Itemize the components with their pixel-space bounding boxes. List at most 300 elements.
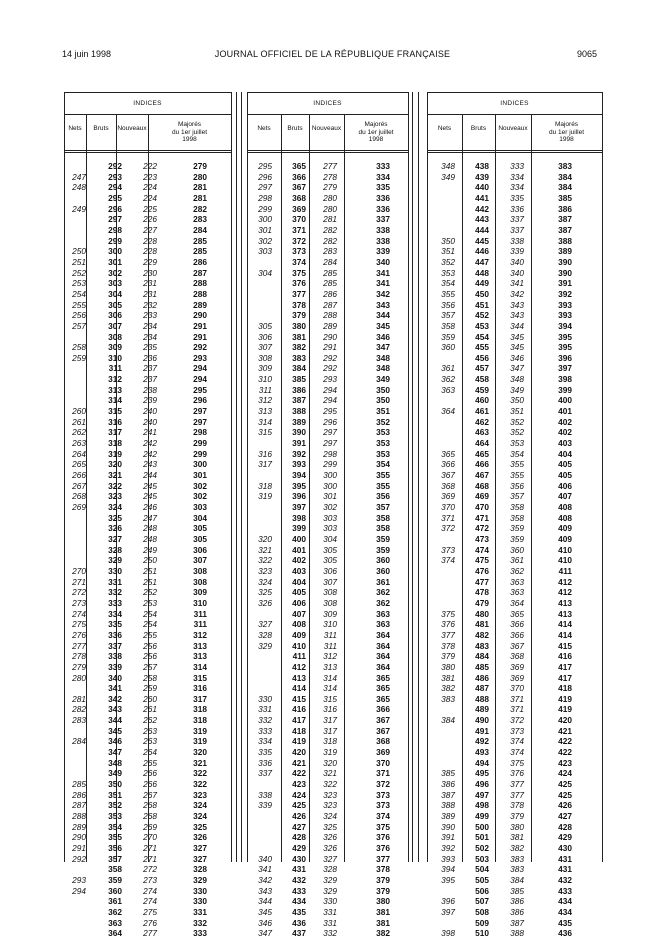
cell-nouveaux: 368 (510, 651, 524, 662)
cell-majores: 381 (376, 906, 390, 917)
cell-majores: 371 (376, 768, 390, 779)
cell-bruts: 468 (475, 480, 489, 491)
cell-majores: 400 (558, 395, 572, 406)
cell-nouveaux: 288 (323, 310, 337, 321)
header-nets: Nets (257, 125, 271, 132)
cell-majores: 327 (193, 853, 207, 864)
cell-majores: 409 (558, 523, 572, 534)
cell-nouveaux: 290 (323, 331, 337, 342)
table-row (64, 342, 231, 353)
cell-majores: 356 (376, 491, 390, 502)
cell-nets: 323 (258, 565, 272, 576)
cell-bruts: 477 (475, 576, 489, 587)
cell-nets: 371 (441, 512, 455, 523)
cell-nouveaux: 277 (143, 928, 157, 939)
cell-nets: 357 (441, 310, 455, 321)
table-row (247, 513, 408, 524)
cell-bruts: 445 (475, 235, 489, 246)
table-row (427, 246, 602, 257)
cell-nouveaux: 224 (143, 182, 157, 193)
cell-nets: 306 (258, 331, 272, 342)
table-row (247, 918, 408, 929)
cell-bruts: 329 (108, 555, 122, 566)
cell-nouveaux: 346 (510, 352, 524, 363)
table-row (427, 321, 602, 332)
cell-majores: 358 (376, 512, 390, 523)
cell-nouveaux: 237 (143, 374, 157, 385)
table-row (64, 609, 231, 620)
cell-majores: 433 (558, 885, 572, 896)
cell-bruts: 399 (292, 523, 306, 534)
cell-nouveaux: 228 (143, 235, 157, 246)
cell-nouveaux: 335 (510, 192, 524, 203)
cell-majores: 364 (376, 651, 390, 662)
table-row (247, 694, 408, 705)
cell-nets: 320 (258, 533, 272, 544)
table-title: INDICES (313, 100, 342, 107)
cell-majores: 396 (558, 352, 572, 363)
cell-nets: 364 (441, 406, 455, 417)
table-row (247, 470, 408, 481)
table-row (64, 758, 231, 769)
indices-table (247, 92, 408, 939)
cell-bruts: 444 (475, 224, 489, 235)
table-row (427, 278, 602, 289)
cell-majores: 342 (376, 288, 390, 299)
cell-bruts: 383 (292, 352, 306, 363)
cell-bruts: 450 (475, 288, 489, 299)
cell-bruts: 481 (475, 619, 489, 630)
cell-majores: 387 (558, 214, 572, 225)
cell-bruts: 331 (108, 576, 122, 587)
cell-nets: 373 (441, 544, 455, 555)
cell-bruts: 436 (292, 917, 306, 928)
cell-majores: 417 (558, 661, 572, 672)
cell-nouveaux: 291 (323, 342, 337, 353)
cell-bruts: 407 (292, 608, 306, 619)
cell-majores: 287 (193, 267, 207, 278)
cell-bruts: 324 (108, 502, 122, 512)
cell-nets: 356 (441, 299, 455, 310)
cell-nets: 329 (258, 640, 272, 651)
cell-bruts: 378 (292, 299, 306, 310)
table-row (64, 470, 231, 481)
cell-bruts: 492 (475, 736, 489, 747)
cell-nets: 343 (258, 885, 272, 896)
table-row (247, 768, 408, 779)
table-row (427, 417, 602, 428)
cell-majores: 336 (376, 203, 390, 214)
cell-majores: 353 (376, 448, 390, 459)
cell-majores: 375 (376, 821, 390, 832)
cell-bruts: 299 (108, 235, 122, 246)
header-majores: Majorés du 1er juillet 1998 (548, 121, 585, 143)
cell-nets: 292 (72, 853, 86, 864)
cell-majores: 292 (193, 342, 207, 353)
table-row (64, 374, 231, 385)
table-row (64, 236, 231, 247)
cell-bruts: 336 (108, 629, 122, 640)
journal-title: JOURNAL OFFICIEL DE LA RÉPUBLIQUE FRANÇAISE (214, 49, 451, 59)
cell-nouveaux: 372 (510, 715, 524, 726)
cell-nets: 273 (72, 597, 86, 608)
cell-nouveaux: 318 (323, 736, 337, 747)
cell-majores: 373 (376, 789, 390, 800)
cell-bruts: 316 (108, 416, 122, 427)
cell-bruts: 386 (292, 384, 306, 395)
table-row (247, 523, 408, 534)
cell-bruts: 395 (292, 480, 306, 491)
cell-bruts: 300 (108, 246, 122, 257)
cell-bruts: 334 (108, 608, 122, 619)
table-row (64, 907, 231, 918)
header-nets: Nets (68, 125, 82, 132)
cell-bruts: 350 (108, 779, 122, 790)
table-row (247, 172, 408, 183)
cell-bruts: 368 (292, 192, 306, 203)
cell-bruts: 375 (292, 267, 306, 278)
cell-bruts: 377 (292, 288, 306, 299)
table-row (427, 577, 602, 588)
cell-majores: 434 (558, 896, 572, 907)
cell-nouveaux: 337 (510, 214, 524, 225)
header-rule (64, 114, 231, 115)
cell-nets: 348 (441, 161, 455, 171)
table-row (64, 864, 231, 875)
cell-nouveaux: 262 (143, 715, 157, 726)
table-row (427, 438, 602, 449)
table-row (247, 875, 408, 886)
table-row (247, 236, 408, 247)
cell-nets: 307 (258, 342, 272, 353)
table-row (427, 790, 602, 801)
cell-nets: 369 (441, 491, 455, 502)
cell-nouveaux: 280 (323, 192, 337, 203)
cell-nouveaux: 248 (143, 533, 157, 544)
cell-bruts: 494 (475, 757, 489, 768)
cell-nouveaux: 279 (323, 182, 337, 193)
cell-bruts: 387 (292, 395, 306, 406)
cell-bruts: 504 (475, 864, 489, 875)
cell-bruts: 440 (475, 182, 489, 193)
cell-bruts: 448 (475, 267, 489, 278)
cell-nouveaux: 238 (143, 384, 157, 395)
cell-nouveaux: 222 (143, 161, 157, 171)
cell-nouveaux: 292 (323, 363, 337, 374)
cell-nouveaux: 334 (510, 171, 524, 182)
cell-majores: 395 (558, 342, 572, 353)
cell-nouveaux: 326 (323, 843, 337, 853)
table-row (64, 673, 231, 684)
cell-bruts: 333 (108, 597, 122, 608)
cell-bruts: 340 (108, 672, 122, 683)
cell-majores: 393 (558, 310, 572, 321)
cell-majores: 393 (558, 299, 572, 310)
cell-majores: 291 (193, 320, 207, 331)
cell-nouveaux: 355 (510, 459, 524, 470)
cell-majores: 311 (193, 619, 207, 630)
table-row (427, 758, 602, 769)
table-row (427, 875, 602, 886)
cell-majores: 407 (558, 491, 572, 502)
cell-majores: 435 (558, 917, 572, 928)
cell-bruts: 466 (475, 459, 489, 470)
cell-nouveaux: 334 (510, 182, 524, 193)
cell-nouveaux: 242 (143, 448, 157, 459)
cell-nouveaux: 374 (510, 736, 524, 747)
cell-nets: 345 (258, 906, 272, 917)
cell-majores: 374 (376, 811, 390, 822)
cell-nouveaux: 292 (323, 352, 337, 363)
cell-majores: 303 (193, 502, 207, 512)
cell-bruts: 379 (292, 310, 306, 321)
cell-majores: 291 (193, 331, 207, 342)
cell-bruts: 371 (292, 224, 306, 235)
cell-majores: 306 (193, 544, 207, 555)
cell-nouveaux: 272 (143, 864, 157, 875)
table-row (427, 555, 602, 566)
cell-nouveaux: 284 (323, 256, 337, 267)
cell-majores: 351 (376, 406, 390, 417)
cell-nouveaux: 349 (510, 384, 524, 395)
cell-majores: 427 (558, 811, 572, 822)
cell-majores: 372 (376, 779, 390, 790)
cell-bruts: 429 (292, 843, 306, 853)
cell-nouveaux: 247 (143, 512, 157, 523)
cell-nets: 351 (441, 246, 455, 257)
cell-nets: 265 (72, 459, 86, 470)
cell-nets: 322 (258, 555, 272, 566)
cell-nets: 339 (258, 800, 272, 811)
cell-nouveaux: 307 (323, 576, 337, 587)
cell-majores: 328 (193, 864, 207, 875)
cell-nouveaux: 258 (143, 672, 157, 683)
table-row (64, 491, 231, 502)
cell-nouveaux: 295 (323, 406, 337, 417)
table-row (247, 683, 408, 694)
cell-majores: 281 (193, 192, 207, 203)
cell-nouveaux: 240 (143, 406, 157, 417)
table-row (64, 545, 231, 556)
cell-nouveaux: 289 (323, 320, 337, 331)
cell-nets: 359 (441, 331, 455, 342)
cell-majores: 380 (376, 896, 390, 907)
cell-majores: 387 (558, 224, 572, 235)
cell-nouveaux: 259 (143, 683, 157, 694)
cell-bruts: 380 (292, 320, 306, 331)
cell-nets: 271 (72, 576, 86, 587)
cell-majores: 337 (376, 214, 390, 225)
cell-nouveaux: 256 (143, 651, 157, 662)
table-row (64, 502, 231, 513)
cell-majores: 428 (558, 821, 572, 832)
cell-majores: 314 (193, 661, 207, 672)
panel-separator (241, 92, 242, 862)
cell-majores: 418 (558, 683, 572, 694)
table-row (247, 502, 408, 513)
cell-nets: 398 (441, 928, 455, 939)
cell-nouveaux: 360 (510, 544, 524, 555)
cell-majores: 321 (193, 757, 207, 768)
cell-nouveaux: 384 (510, 874, 524, 885)
cell-majores: 422 (558, 736, 572, 747)
cell-nouveaux: 343 (510, 299, 524, 310)
cell-majores: 323 (193, 789, 207, 800)
cell-nouveaux: 270 (143, 832, 157, 843)
cell-majores: 408 (558, 502, 572, 512)
cell-majores: 347 (376, 342, 390, 353)
cell-bruts: 430 (292, 853, 306, 864)
cell-majores: 346 (376, 331, 390, 342)
cell-nouveaux: 228 (143, 246, 157, 257)
cell-nouveaux: 322 (323, 779, 337, 790)
cell-majores: 341 (376, 278, 390, 289)
cell-bruts: 503 (475, 853, 489, 864)
cell-nouveaux: 340 (510, 256, 524, 267)
cell-bruts: 313 (108, 384, 122, 395)
cell-majores: 279 (193, 161, 207, 171)
cell-nouveaux: 371 (510, 693, 524, 704)
cell-bruts: 432 (292, 874, 306, 885)
table-row (427, 300, 602, 311)
cell-majores: 324 (193, 800, 207, 811)
cell-nouveaux: 352 (510, 416, 524, 427)
table-row (427, 172, 602, 183)
cell-bruts: 408 (292, 619, 306, 630)
table-row (64, 161, 231, 172)
cell-majores: 319 (193, 725, 207, 736)
cell-nets: 374 (441, 555, 455, 566)
cell-nouveaux: 377 (510, 789, 524, 800)
header-rule (427, 152, 602, 153)
cell-nouveaux: 312 (323, 651, 337, 662)
cell-nets: 318 (258, 480, 272, 491)
cell-nouveaux: 363 (510, 576, 524, 587)
cell-bruts: 376 (292, 278, 306, 289)
cell-majores: 403 (558, 438, 572, 449)
table-row (427, 928, 602, 939)
cell-bruts: 500 (475, 821, 489, 832)
cell-nouveaux: 378 (510, 800, 524, 811)
cell-nets: 249 (72, 203, 86, 214)
cell-nets: 282 (72, 704, 86, 715)
cell-nets: 259 (72, 352, 86, 363)
cell-nouveaux: 245 (143, 480, 157, 491)
cell-majores: 335 (376, 182, 390, 193)
cell-nets: 355 (441, 288, 455, 299)
cell-majores: 353 (376, 438, 390, 449)
cell-nets: 256 (72, 310, 86, 321)
cell-bruts: 347 (108, 747, 122, 758)
cell-nouveaux: 239 (143, 395, 157, 406)
cell-nets: 321 (258, 544, 272, 555)
cell-nouveaux: 246 (143, 502, 157, 512)
cell-nouveaux: 303 (323, 512, 337, 523)
cell-bruts: 459 (475, 384, 489, 395)
cell-majores: 350 (376, 384, 390, 395)
cell-majores: 405 (558, 459, 572, 470)
cell-majores: 327 (193, 843, 207, 853)
table-row (247, 928, 408, 939)
table-row (64, 928, 231, 939)
cell-nets: 264 (72, 448, 86, 459)
cell-nets: 378 (441, 640, 455, 651)
cell-nouveaux: 329 (323, 874, 337, 885)
cell-nouveaux: 310 (323, 619, 337, 630)
cell-majores: 415 (558, 640, 572, 651)
cell-bruts: 361 (108, 896, 122, 907)
table-row (64, 246, 231, 257)
cell-bruts: 442 (475, 203, 489, 214)
cell-bruts: 301 (108, 256, 122, 267)
table-row (64, 459, 231, 470)
cell-majores: 322 (193, 768, 207, 779)
cell-nets: 324 (258, 576, 272, 587)
cell-nets: 305 (258, 320, 272, 331)
cell-bruts: 318 (108, 438, 122, 449)
cell-bruts: 337 (108, 640, 122, 651)
table-row (247, 704, 408, 715)
table-row (427, 481, 602, 492)
cell-nouveaux: 285 (323, 267, 337, 278)
cell-nets: 308 (258, 352, 272, 363)
cell-bruts: 463 (475, 427, 489, 438)
table-row (427, 907, 602, 918)
table-row (64, 694, 231, 705)
cell-bruts: 417 (292, 715, 306, 726)
table-body (247, 161, 408, 939)
cell-nets: 354 (441, 278, 455, 289)
cell-bruts: 397 (292, 502, 306, 512)
cell-nets: 325 (258, 587, 272, 598)
table-row (247, 300, 408, 311)
cell-bruts: 472 (475, 523, 489, 534)
table-row (427, 193, 602, 204)
cell-nouveaux: 267 (143, 789, 157, 800)
cell-nets: 376 (441, 619, 455, 630)
table-row (64, 790, 231, 801)
cell-nouveaux: 366 (510, 629, 524, 640)
cell-bruts: 292 (108, 161, 122, 171)
cell-majores: 366 (376, 704, 390, 715)
cell-nets: 330 (258, 693, 272, 704)
cell-majores: 324 (193, 811, 207, 822)
cell-majores: 390 (558, 267, 572, 278)
cell-nets: 394 (441, 864, 455, 875)
table-row (247, 896, 408, 907)
header-majores: Majorés du 1er juillet 1998 (171, 121, 208, 143)
table-row (247, 449, 408, 460)
cell-bruts: 364 (108, 928, 122, 939)
table-row (64, 768, 231, 779)
table-row (64, 278, 231, 289)
table-row (247, 310, 408, 321)
cell-nouveaux: 365 (510, 608, 524, 619)
cell-nets: 258 (72, 342, 86, 353)
cell-majores: 429 (558, 832, 572, 843)
table-row (427, 289, 602, 300)
cell-nets: 331 (258, 704, 272, 715)
cell-nets: 382 (441, 683, 455, 694)
cell-nouveaux: 287 (323, 299, 337, 310)
table-row (427, 726, 602, 737)
cell-nouveaux: 294 (323, 384, 337, 395)
cell-nets: 368 (441, 480, 455, 491)
cell-nouveaux: 323 (323, 789, 337, 800)
cell-nets: 347 (258, 928, 272, 939)
cell-bruts: 469 (475, 491, 489, 502)
cell-bruts: 484 (475, 651, 489, 662)
